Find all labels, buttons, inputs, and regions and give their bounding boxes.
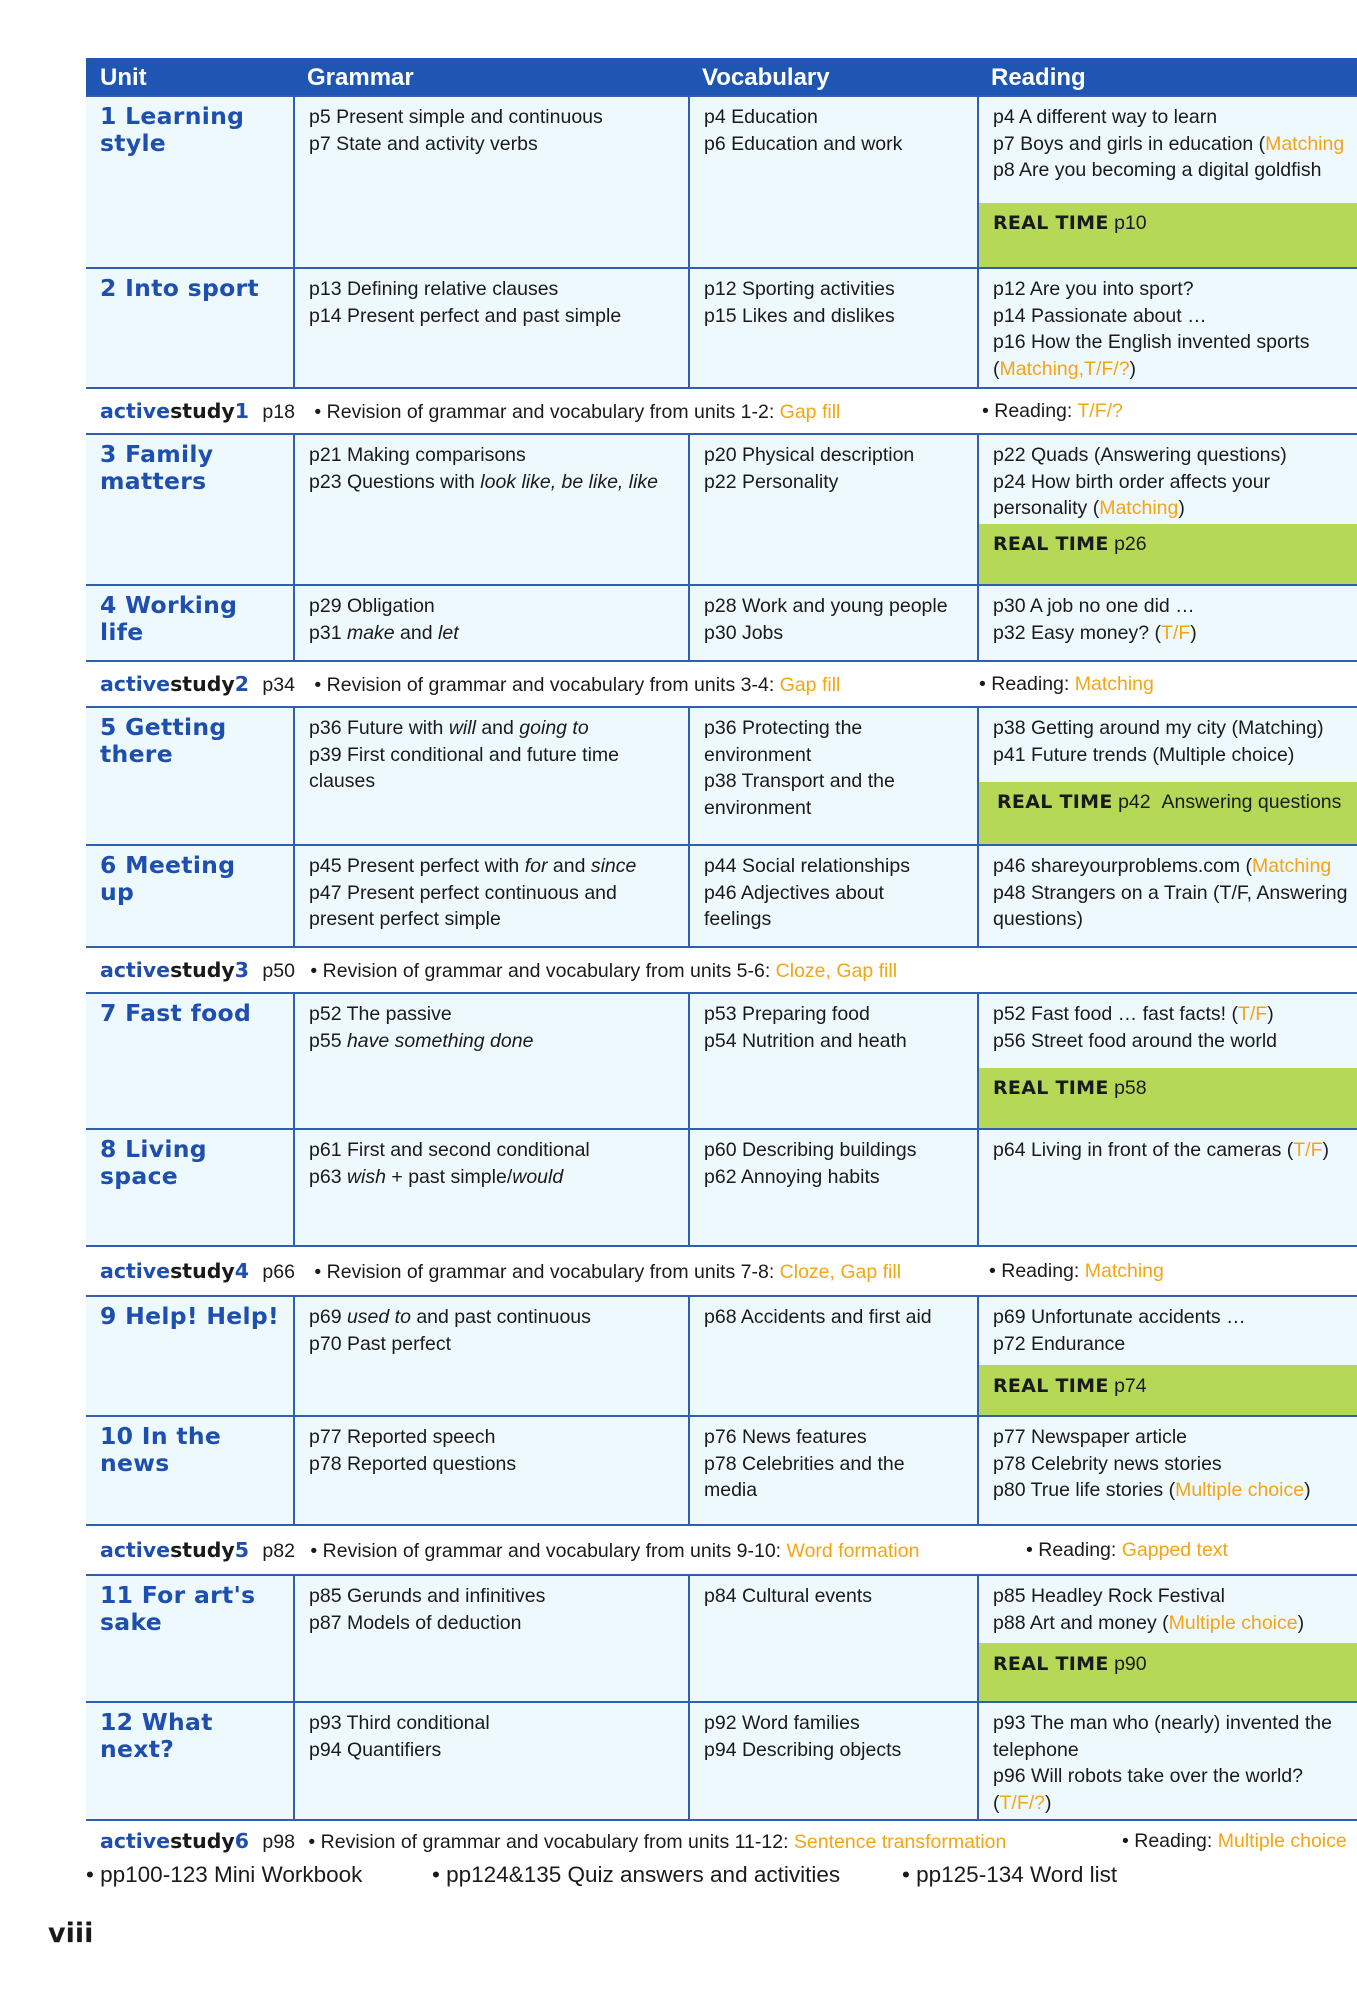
reading-item: p64 Living in front of the cameras (T/F) [993, 1139, 1329, 1161]
grammar-item: p13 Defining relative clauses [309, 278, 559, 300]
grammar-item: present perfect simple [309, 908, 501, 930]
contents-table [86, 58, 1357, 1861]
unit-title: 12 What next? [100, 1708, 213, 1763]
reading-item: telephone [993, 1738, 1079, 1761]
reading-item: p38 Getting around my city (Matching) [993, 717, 1324, 739]
unit-cell [86, 584, 293, 660]
study-page: p82 [262, 1540, 295, 1562]
grammar-cell [293, 706, 688, 844]
grammar-item: p31 make and let [309, 621, 459, 644]
study-reading: • Reading: Matching [989, 1260, 1164, 1282]
grammar-item: p14 Present perfect and past simple [309, 304, 622, 327]
grammar-cell [293, 1574, 688, 1701]
vocabulary-item: p62 Annoying habits [704, 1165, 880, 1188]
vocabulary-item: p68 Accidents and first aid [704, 1306, 932, 1328]
task-type: T/F [1237, 1003, 1268, 1025]
task-type: T/F [1161, 621, 1191, 644]
vocabulary-item: p60 Describing buildings [704, 1139, 917, 1161]
task-type: T/F [1293, 1139, 1323, 1161]
quiz-answers-link: • pp124&135 Quiz answers and activities [432, 1862, 841, 1887]
reading-item: p41 Future trends (Multiple choice) [993, 743, 1295, 766]
reading-item: p8 Are you becoming a digital goldfish [993, 159, 1322, 181]
grammar-item: p39 First conditional and future time [309, 743, 620, 766]
reading-item: questions) [993, 908, 1083, 930]
task-type: Matching [1265, 132, 1345, 155]
page-number: viii [48, 1918, 94, 1949]
reading-item: p52 Fast food … fast facts! (T/F) [993, 1003, 1274, 1025]
grammar-item: p47 Present perfect continuous and [309, 881, 617, 904]
reading-cell [977, 1574, 1357, 1701]
study-task: Sentence transformation [793, 1831, 1007, 1853]
active-study-row: activestudy1 p18 • Revision of grammar and vocabulary from units 1-2: Gap fill • Reading: T/F/? [86, 387, 1357, 433]
reading-item: p96 Will robots take over the world? [993, 1765, 1303, 1787]
reading-cell [977, 267, 1357, 387]
reading-item: (Matching,T/F/?) [993, 357, 1137, 380]
grammar-item: p61 First and second conditional [309, 1139, 590, 1161]
unit-cell [86, 1295, 293, 1415]
vocabulary-item: p84 Cultural events [704, 1585, 873, 1607]
header-unit: Unit [86, 58, 293, 95]
study-page: p34 [262, 674, 295, 696]
vocabulary-item: p20 Physical description [704, 444, 915, 466]
vocabulary-item: environment [704, 743, 812, 766]
grammar-item: p78 Reported questions [309, 1452, 517, 1475]
header-vocabulary: Vocabulary [688, 58, 977, 95]
vocabulary-item: p36 Protecting the [704, 717, 863, 739]
vocabulary-item: p28 Work and young people [704, 595, 948, 617]
task-type: Multiple choice [1175, 1479, 1305, 1501]
reading-item: p24 How birth order affects your [993, 470, 1271, 493]
real-time-page: p74 [1114, 1375, 1147, 1397]
study-reading: • Reading: Matching [979, 673, 1154, 695]
vocabulary-item: p15 Likes and dislikes [704, 304, 895, 327]
grammar-item: p45 Present perfect with for and since [309, 855, 637, 877]
unit-title: 5 Getting there [100, 713, 227, 768]
active-study-row: activestudy5 p82 • Revision of grammar and vocabulary from units 9-10: Word formation • Reading: Gapped text [86, 1524, 1357, 1574]
header-grammar: Grammar [293, 58, 688, 95]
task-type: Matching,T/F/? [999, 357, 1130, 380]
grammar-item: p70 Past perfect [309, 1332, 452, 1355]
real-time-page: p26 [1114, 533, 1147, 555]
grammar-item: p7 State and activity verbs [309, 132, 538, 155]
active-study-row: activestudy2 p34 • Revision of grammar and vocabulary from units 3-4: Gap fill • Reading: Matching [86, 660, 1357, 706]
real-time-banner: REAL TIME p90 [979, 1643, 1357, 1701]
real-time-banner: REAL TIME p74 [979, 1365, 1357, 1415]
vocabulary-item: media [704, 1479, 758, 1501]
study-task: Word formation [786, 1540, 920, 1562]
study-page: p50 [262, 960, 295, 982]
reading-item: p78 Celebrity news stories [993, 1452, 1222, 1475]
grammar-item: p5 Present simple and continuous [309, 106, 603, 128]
vocabulary-cell [688, 433, 977, 584]
reading-item: p48 Strangers on a Train (T/F, Answering [993, 881, 1348, 904]
reading-item: p56 Street food around the world [993, 1029, 1278, 1052]
grammar-cell [293, 1415, 688, 1524]
reading-item: p4 A different way to learn [993, 106, 1218, 128]
unit-cell [86, 267, 293, 387]
study-text: • Revision of grammar and vocabulary from units 5-6: [310, 960, 776, 982]
real-time-task: Answering questions [1161, 791, 1342, 813]
reading-item: p12 Are you into sport? [993, 278, 1194, 300]
header-reading: Reading [977, 58, 1357, 95]
unit-cell [86, 433, 293, 584]
reading-cell [977, 1701, 1357, 1819]
real-time-page: p42 [1118, 791, 1151, 813]
study-reading: • Reading: Gapped text [1026, 1539, 1228, 1561]
study-text: • Revision of grammar and vocabulary from units 1-2: [314, 401, 780, 423]
reading-item: p72 Endurance [993, 1332, 1126, 1355]
real-time-banner: REAL TIME p26 [979, 524, 1357, 584]
vocabulary-item: p44 Social relationships [704, 855, 910, 877]
reading-item: (T/F/?) [993, 1791, 1052, 1814]
unit-title: 2 Into sport [100, 274, 259, 302]
grammar-cell [293, 95, 688, 267]
active-study-row: activestudy3 p50 • Revision of grammar and vocabulary from units 5-6: Cloze, Gap fill [86, 946, 1357, 992]
vocabulary-item: p30 Jobs [704, 621, 784, 644]
study-task: Gap fill [779, 401, 841, 423]
vocabulary-cell [688, 844, 977, 946]
vocabulary-cell [688, 95, 977, 267]
unit-cell [86, 706, 293, 844]
study-page: p66 [262, 1261, 295, 1283]
vocabulary-item: environment [704, 796, 812, 819]
real-time-page: p10 [1114, 212, 1147, 234]
vocabulary-item: p38 Transport and the [704, 770, 895, 792]
grammar-item: p55 have something done [309, 1029, 534, 1052]
grammar-cell [293, 267, 688, 387]
vocabulary-item: p4 Education [704, 106, 818, 128]
study-reading: • Reading: Multiple choice [1122, 1830, 1347, 1852]
vocabulary-item: p6 Education and work [704, 132, 903, 155]
reading-item: p69 Unfortunate accidents … [993, 1306, 1246, 1328]
study-text: • Revision of grammar and vocabulary from units 3-4: [314, 674, 780, 696]
vocabulary-cell [688, 267, 977, 387]
reading-cell [977, 1415, 1357, 1524]
unit-cell [86, 844, 293, 946]
study-task: Gap fill [779, 674, 841, 696]
vocabulary-item: p54 Nutrition and heath [704, 1029, 907, 1052]
vocabulary-item: p78 Celebrities and the [704, 1452, 905, 1475]
unit-title: 9 Help! Help! [100, 1302, 280, 1330]
grammar-item: clauses [309, 770, 376, 792]
reading-item: p22 Quads (Answering questions) [993, 444, 1287, 466]
task-type: Matching [1252, 855, 1332, 877]
study-text: • Revision of grammar and vocabulary from units 9-10: [310, 1540, 787, 1562]
unit-cell [86, 992, 293, 1128]
unit-title: 6 Meeting up [100, 851, 236, 906]
active-study-row: activestudy4 p66 • Revision of grammar and vocabulary from units 7-8: Cloze, Gap fill • Reading: Matching [86, 1245, 1357, 1295]
vocabulary-item: p92 Word families [704, 1712, 860, 1734]
reading-cell [977, 1295, 1357, 1415]
reading-item: p77 Newspaper article [993, 1426, 1188, 1448]
unit-cell [86, 1574, 293, 1701]
grammar-item: p93 Third conditional [309, 1712, 490, 1734]
vocabulary-item: p94 Describing objects [704, 1738, 902, 1761]
vocabulary-cell [688, 1415, 977, 1524]
reading-cell [977, 584, 1357, 660]
reading-item: p80 True life stories (Multiple choice) [993, 1479, 1311, 1501]
vocabulary-cell [688, 1574, 977, 1701]
grammar-item: p29 Obligation [309, 595, 435, 617]
vocabulary-item: p12 Sporting activities [704, 278, 895, 300]
real-time-page: p58 [1114, 1077, 1147, 1099]
grammar-item: p87 Models of deduction [309, 1611, 522, 1634]
unit-title: 8 Living space [100, 1135, 207, 1190]
grammar-cell [293, 1128, 688, 1245]
vocabulary-cell [688, 1701, 977, 1819]
unit-cell [86, 1128, 293, 1245]
reading-cell [977, 433, 1357, 584]
reading-item: p14 Passionate about … [993, 304, 1207, 327]
study-task: Cloze, Gap fill [779, 1261, 902, 1283]
grammar-cell [293, 1295, 688, 1415]
grammar-cell [293, 584, 688, 660]
task-type: Matching [1099, 497, 1179, 519]
reading-item: p46 shareyourproblems.com (Matching [993, 855, 1332, 877]
grammar-item: p52 The passive [309, 1003, 452, 1025]
vocabulary-item: p76 News features [704, 1426, 867, 1448]
unit-cell [86, 1415, 293, 1524]
task-type: Multiple choice [1168, 1611, 1298, 1634]
reading-item: p7 Boys and girls in education (Matching [993, 132, 1345, 155]
unit-title: 3 Family matters [100, 440, 214, 495]
grammar-item: p77 Reported speech [309, 1426, 496, 1448]
reading-item: p93 The man who (nearly) invented the [993, 1712, 1332, 1734]
grammar-item: p23 Questions with look like, be like, like [309, 470, 659, 493]
grammar-item: p85 Gerunds and infinitives [309, 1585, 546, 1607]
mini-workbook-link: • pp100-123 Mini Workbook [86, 1862, 363, 1887]
grammar-item: p21 Making comparisons [309, 444, 526, 466]
vocabulary-cell [688, 1295, 977, 1415]
vocabulary-cell [688, 706, 977, 844]
unit-title: 1 Learning style [100, 102, 245, 157]
grammar-cell [293, 1701, 688, 1819]
real-time-page: p90 [1114, 1653, 1147, 1675]
reading-item: p30 A job no one did … [993, 595, 1195, 617]
vocabulary-item: p46 Adjectives about [704, 881, 884, 904]
vocabulary-item: p53 Preparing food [704, 1003, 870, 1025]
unit-cell [86, 95, 293, 267]
unit-title: 7 Fast food [100, 999, 252, 1027]
reading-item: p88 Art and money (Multiple choice) [993, 1611, 1305, 1634]
reading-cell [977, 95, 1357, 267]
unit-cell [86, 1701, 293, 1819]
grammar-item: p94 Quantifiers [309, 1738, 442, 1761]
vocabulary-cell [688, 584, 977, 660]
real-time-banner: REAL TIME p42 Answering questions [979, 782, 1357, 844]
study-text: • Revision of grammar and vocabulary from units 11-12: [308, 1831, 794, 1853]
study-text: • Revision of grammar and vocabulary from units 7-8: [314, 1261, 780, 1283]
study-task: Cloze, Gap fill [775, 960, 898, 982]
task-type: T/F/? [999, 1791, 1046, 1814]
unit-title: 4 Working life [100, 591, 238, 646]
real-time-banner: REAL TIME p10 [979, 203, 1357, 267]
active-study-row: activestudy6 p98 • Revision of grammar and vocabulary from units 11-12: Sentence transformation • Reading: Multiple choice [86, 1819, 1357, 1861]
study-reading: • Reading: T/F/? [982, 400, 1123, 422]
grammar-item: p69 used to and past continuous [309, 1306, 591, 1328]
reading-item: p32 Easy money? (T/F) [993, 621, 1197, 644]
reading-item: p16 How the English invented sports [993, 331, 1310, 353]
reading-item: personality (Matching) [993, 497, 1185, 519]
vocabulary-cell [688, 1128, 977, 1245]
vocabulary-cell [688, 992, 977, 1128]
reading-cell [977, 844, 1357, 946]
real-time-banner: REAL TIME p58 [979, 1068, 1357, 1128]
study-page: p18 [262, 401, 295, 423]
reading-cell [977, 706, 1357, 844]
study-page: p98 [262, 1831, 295, 1853]
reading-cell [977, 1128, 1357, 1245]
vocabulary-item: p22 Personality [704, 470, 839, 493]
word-list-link: • pp125-134 Word list [902, 1862, 1118, 1887]
reading-item: p85 Headley Rock Festival [993, 1585, 1225, 1607]
grammar-cell [293, 992, 688, 1128]
vocabulary-item: feelings [704, 908, 772, 930]
grammar-item: p36 Future with will and going to [309, 717, 589, 739]
unit-title: 10 In the news [100, 1422, 222, 1477]
unit-title: 11 For art's sake [100, 1581, 256, 1636]
grammar-item: p63 wish + past simple/would [309, 1165, 564, 1188]
grammar-cell [293, 433, 688, 584]
reading-cell [977, 992, 1357, 1128]
grammar-cell [293, 844, 688, 946]
